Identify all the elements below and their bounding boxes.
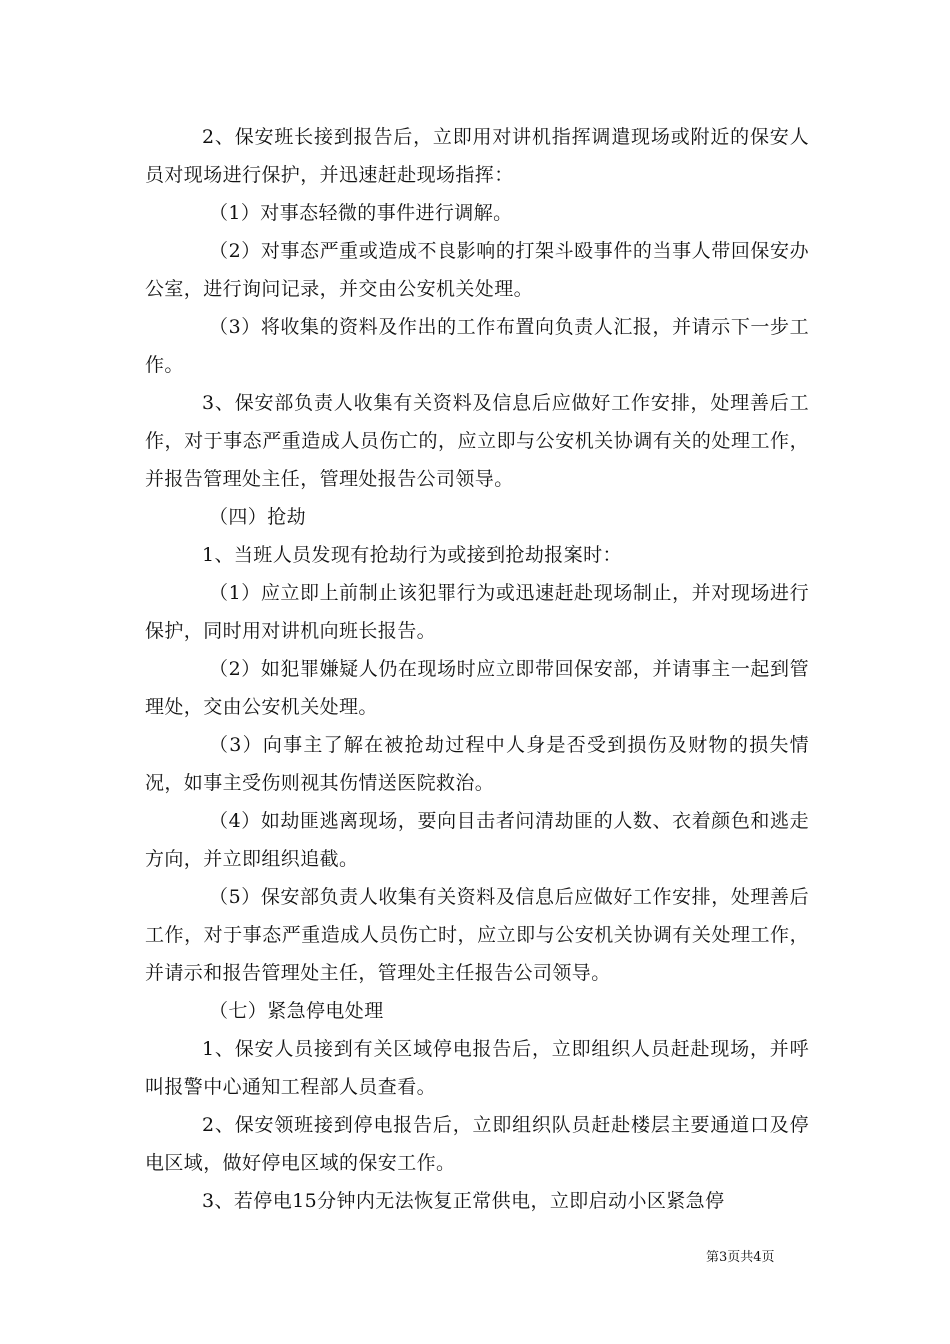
paragraph-7: 1、当班人员发现有抢劫行为或接到抢劫报案时：	[202, 544, 622, 566]
paragraph-12: （5）保安部负责人收集有关资料及信息后应做好工作安排，处理善后工作，对于事态严重造成人员伤亡时，应立即与公安机关协调有关处理工作，并请示和报告管理处主任，管理处主任报告公司领导。	[145, 886, 809, 984]
paragraph-11: （4）如劫匪逃离现场，要向目击者问清劫匪的人数、衣着颜色和逃走方向，并立即组织追截。	[145, 810, 809, 870]
section-heading-robbery: （四）抢劫	[209, 506, 307, 528]
paragraph-4: （3）将收集的资料及作出的工作布置向负责人汇报，并请示下一步工作。	[145, 316, 809, 376]
document-body	[145, 118, 809, 1220]
paragraph-2: （1）对事态轻微的事件进行调解。	[209, 202, 513, 224]
paragraph-3: （2）对事态严重或造成不良影响的打架斗殴事件的当事人带回保安办公室，进行询问记录，并交由公安机关处理。	[145, 240, 809, 300]
paragraph-16: 3、若停电15分钟内无法恢复正常供电，立即启动小区紧急停	[202, 1190, 725, 1212]
paragraph-15: 2、保安领班接到停电报告后，立即组织队员赶赴楼层主要通道口及停电区域，做好停电区域的保安工作。	[145, 1114, 809, 1174]
paragraph-8: （1）应立即上前制止该犯罪行为或迅速赶赴现场制止，并对现场进行保护，同时用对讲机向班长报告。	[145, 582, 809, 642]
paragraph-5: 3、保安部负责人收集有关资料及信息后应做好工作安排，处理善后工作，对于事态严重造成人员伤亡的，应立即与公安机关协调有关的处理工作，并报告管理处主任，管理处报告公司领导。	[145, 392, 809, 490]
paragraph-1: 2、保安班长接到报告后，立即用对讲机指挥调遣现场或附近的保安人员对现场进行保护，并迅速赶赴现场指挥：	[145, 126, 809, 186]
page-number-footer: 第3页共4页	[706, 1250, 775, 1265]
paragraph-14: 1、保安人员接到有关区域停电报告后，立即组织人员赶赴现场，并呼叫报警中心通知工程部人员查看。	[145, 1038, 809, 1098]
paragraph-10: （3）向事主了解在被抢劫过程中人身是否受到损伤及财物的损失情况，如事主受伤则视其伤情送医院救治。	[145, 734, 809, 794]
section-heading-power-outage: （七）紧急停电处理	[209, 1000, 384, 1022]
paragraph-9: （2）如犯罪嫌疑人仍在现场时应立即带回保安部，并请事主一起到管理处，交由公安机关处理。	[145, 658, 809, 718]
